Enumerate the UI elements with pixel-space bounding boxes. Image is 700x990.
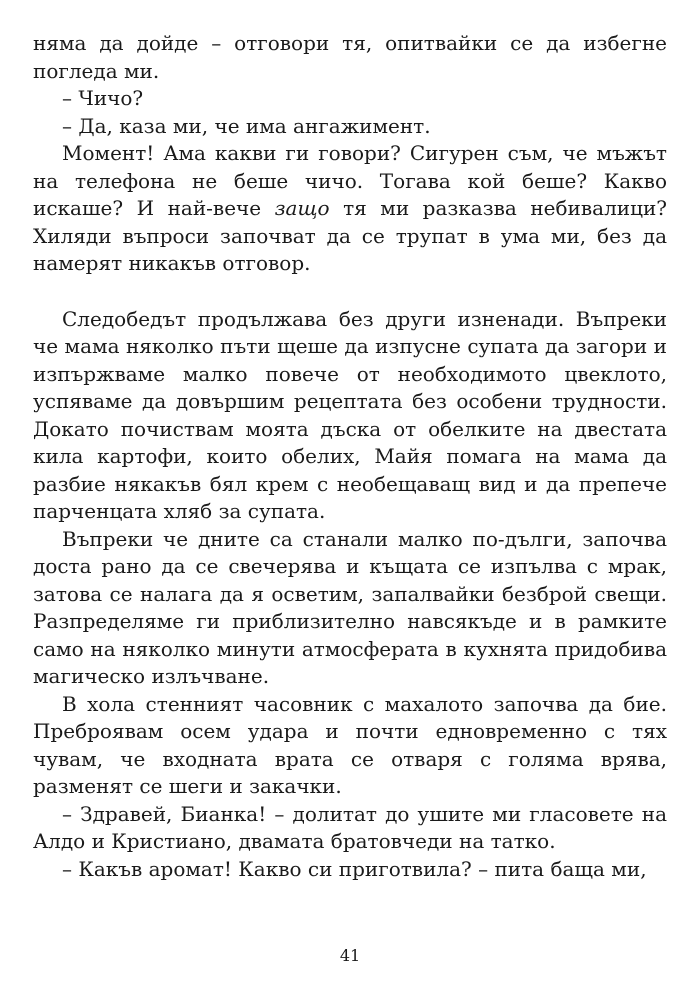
dialogue-line: – Какъв аромат! Какво си приготвила? – пита баща ми,	[62, 856, 647, 881]
section-break	[33, 278, 667, 306]
paragraph-text: Момент! Ама какви ги говори? Сигурен съм, че мъжът на телефона не беше чичо. Тогава кой беше? Какво искаше? И най-вече	[33, 141, 667, 220]
paragraph: Следобедът продължава без други изненади. Въпреки че мама няколко пъти щеше да изпусне супата да загори и изпържваме малко повече от необходимото цвеклото, успяваме да довършим рецептата без особени трудности. Докато почиствам моята дъска от обелките на двестата кила картофи, които обелих, Майя помага на мама да разбие някакъв бял крем с необещаващ вид и да препече парченцата хляб за супата.	[33, 306, 667, 523]
paragraph: Въпреки че дните са станали малко по-дълги, започва доста рано да се свечерява и къщата се изпълва с мрак, затова се налага да я осветим, запалвайки безброй свещи. Разпределяме ги приблизително навсякъде и в рамките само на няколко минути атмосферата в кухнята придобива магическо излъчване.	[33, 526, 667, 688]
page-number: 41	[339, 946, 361, 965]
dialogue-line: – Чичо?	[62, 86, 144, 110]
dialogue-line: – Здравей, Бианка! – долитат до ушите ми гласовете на Алдо и Кристиано, двамата братовчеди на татко.	[33, 801, 667, 853]
dialogue-line: – Да, каза ми, че има ангажимент.	[62, 113, 431, 138]
paragraph	[33, 140, 667, 278]
emphasized-word: защо	[274, 196, 330, 220]
paragraph: В хола стенният часовник с махалото започва да бие. Преброявам осем удара и почти едновременно с тях чувам, че входната врата се отваря с голяма врява, разменят се шеги и закачки.	[33, 691, 667, 798]
paragraph-continuation: няма да дойде – отговори тя, опитвайки се да избегне погледа ми.	[33, 31, 667, 83]
paragraph-text: тя ми разказва небивалици? Хиляди въпроси започват да се трупат в ума ми, без да намерят никакъв отговор.	[33, 196, 668, 275]
book-page	[33, 30, 667, 883]
